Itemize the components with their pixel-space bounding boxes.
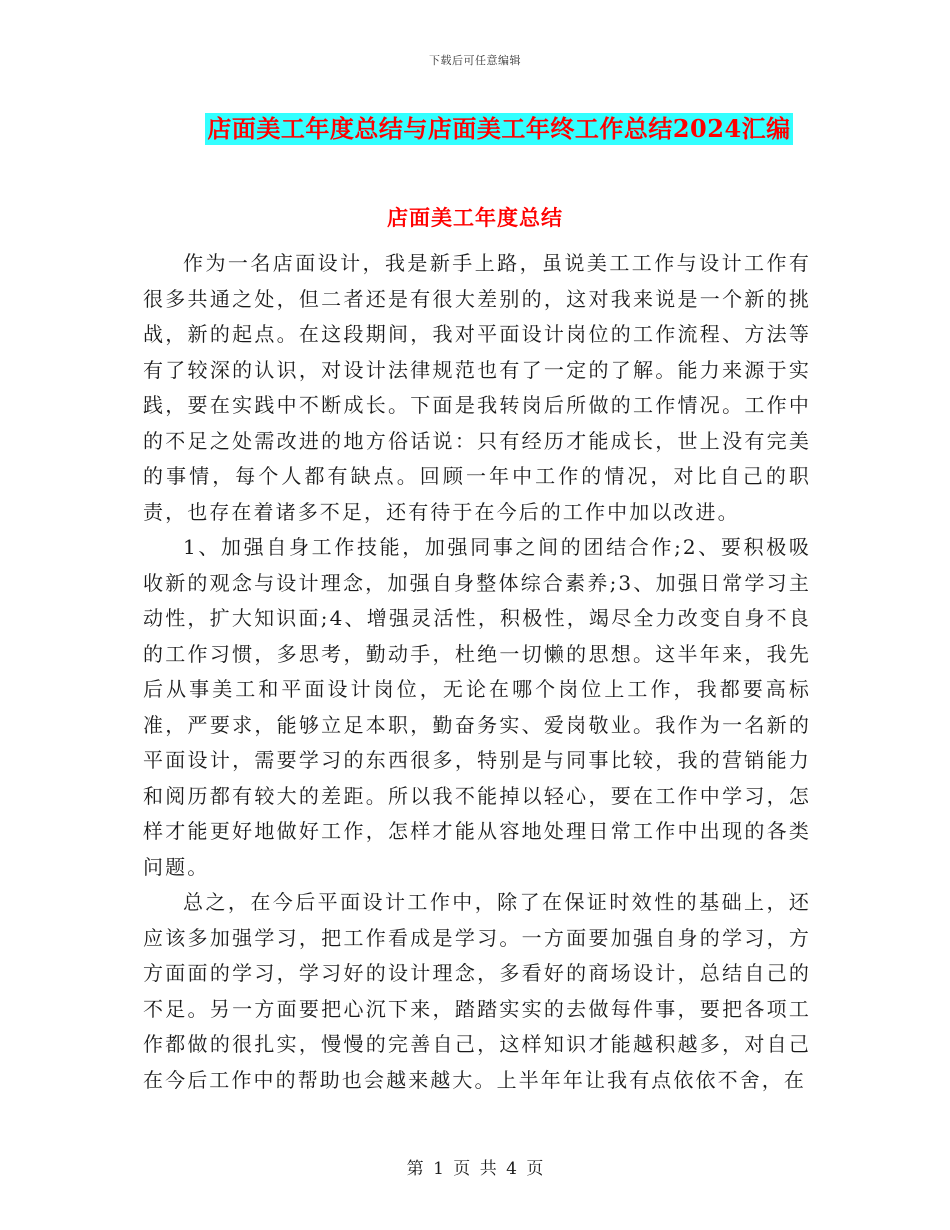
document-title: 店面美工年度总结与店面美工年终工作总结2024汇编	[207, 114, 791, 143]
header-note: 下载后可任意编辑	[429, 54, 521, 67]
main-title-container	[0, 113, 950, 145]
paragraph-1: 作为一名店面设计，我是新手上路，虽说美工工作与设计工作有很多共通之处，但二者还是有很大差别的，这对我来说是一个新的挑战，新的起点。在这段期间，我对平面设计岗位的工作流程、方法等有了较深的认识，对设计法律规范也有了一定的了解。能力来源于实践，要在实践中不断成长。下面是我转岗后所做的工作情况。工作中的不足之处需改进的地方俗话说：只有经历才能成长，世上没有完美的事情，每个人都有缺点。回顾一年中工作的情况，对比自己的职责，也存在着诸多不足，还有待于在今后的工作中加以改进。	[143, 251, 811, 524]
document-body	[143, 246, 811, 1098]
paragraph-3: 总之，在今后平面设计工作中，除了在保证时效性的基础上，还应该多加强学习，把工作看成是学习。一方面要加强自身的学习，方方面面的学习，学习好的设计理念，多看好的商场设计，总结自己的不足。另一方面要把心沉下来，踏踏实实的去做每件事，要把各项工作都做的很扎实，慢慢的完善自己，这样知识才能越积越多，对自己在今后工作中的帮助也会越来越大。上半年年让我有点依依不舍，在	[143, 890, 811, 1092]
section-title: 店面美工年度总结	[387, 205, 563, 230]
page-footer: 第 1 页 共 4 页	[406, 1159, 544, 1179]
paragraph-2: 1、加强自身工作技能，加强同事之间的团结合作;2、要积极吸收新的观念与设计理念，加强自身整体综合素养;3、加强日常学习主动性，扩大知识面;4、增强灵活性，积极性，竭尽全力改变自身不良的工作习惯，多思考，勤动手，杜绝一切懒的思想。这半年来，我先后从事美工和平面设计岗位，无论在哪个岗位上工作，我都要高标准，严要求，能够立足本职，勤奋务实、爱岗敬业。我作为一名新的平面设计，需要学习的东西很多，特别是与同事比较，我的营销能力和阅历都有较大的差距。所以我不能掉以轻心，要在工作中学习，怎样才能更好地做好工作，怎样才能从容地处理日常工作中出现的各类问题。	[143, 535, 811, 879]
